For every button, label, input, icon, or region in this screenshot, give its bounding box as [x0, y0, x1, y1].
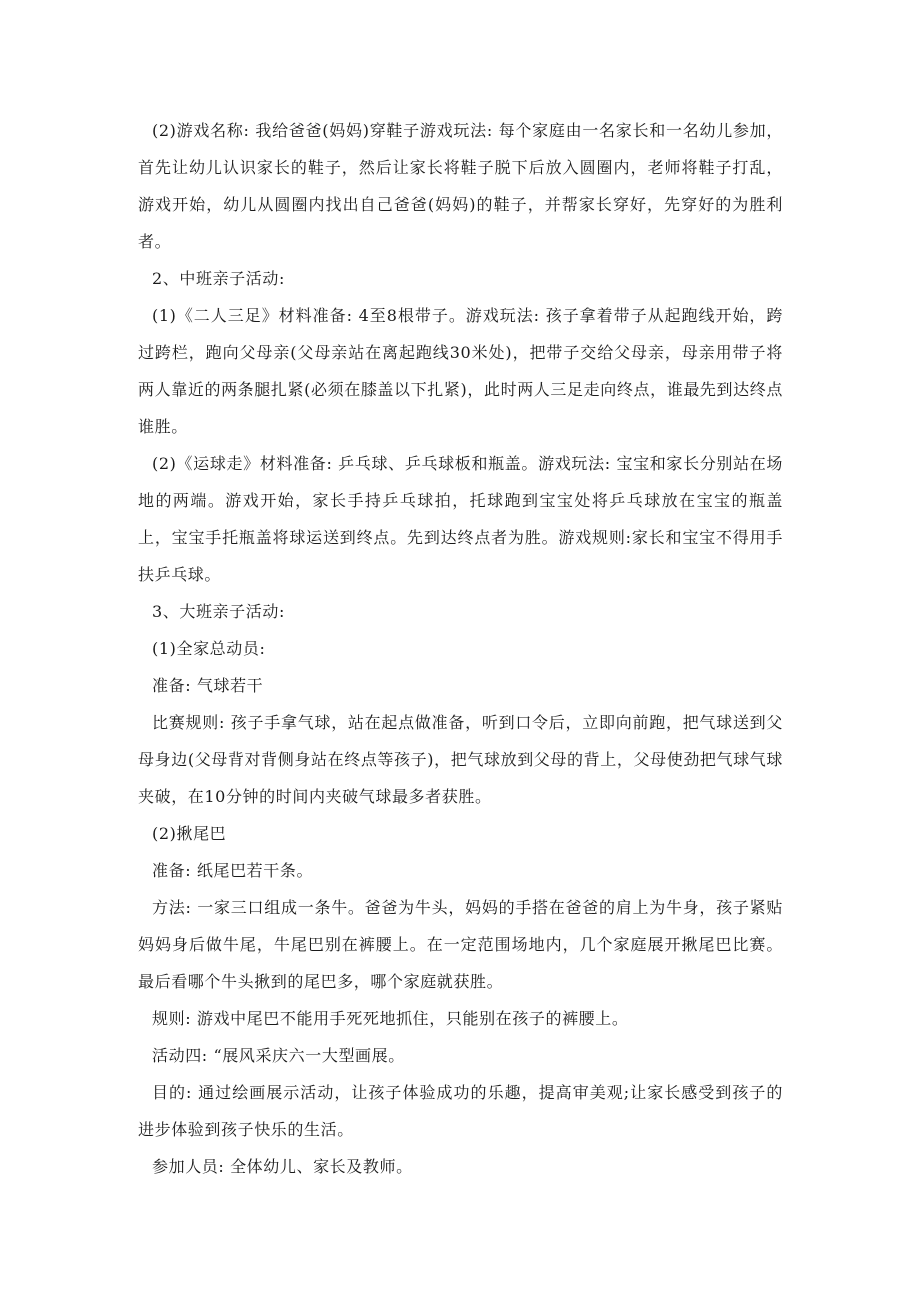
subheading-tail-grab: (2)揪尾巴: [152, 824, 227, 843]
paragraph-prep-balloons: 准备: 气球若干: [152, 676, 264, 695]
paragraph-tail-method: 方法: 一家三口组成一条牛。爸爸为牛头，妈妈的手搭在爸爸的肩上为牛身，孩子紧贴妈妈身后做牛尾，牛尾巴别在裤腰上。在一定范围场地内，几个家庭展开揪尾巴比赛。最后看哪个牛头揪到的尾巴多，哪个家庭就获胜。: [138, 898, 783, 991]
subheading-family-mobilization: (1)全家总动员:: [152, 639, 266, 658]
paragraph-three-legs: (1)《二人三足》材料准备: 4至8根带子。游戏玩法: 孩子拿着带子从起跑线开始，跨过跨栏，跑向父母亲(父母亲站在离起跑线30米处)，把带子交给父母亲，母亲用带子将两人靠近的两条腿扎紧(必须在膝盖以下扎紧)，此时两人三足走向终点，谁最先到达终点谁胜。: [138, 306, 783, 436]
paragraph-game-shoes: (2)游戏名称: 我给爸爸(妈妈)穿鞋子游戏玩法: 每个家庭由一名家长和一名幼儿参加，首先让幼儿认识家长的鞋子，然后让家长将鞋子脱下后放入圆圈内，老师将鞋子打乱，游戏开始，幼儿从圆圈内找出自己爸爸(妈妈)的鞋子，并帮家长穿好，先穿好的为胜利者。: [138, 121, 783, 251]
paragraph-balloon-rules: 比赛规则: 孩子手拿气球，站在起点做准备，听到口令后，立即向前跑，把气球送到父母身边(父母背对背侧身站在终点等孩子)，把气球放到父母的背上，父母使劲把气球气球夹破，在10分钟的时间内夹破气球最多者获胜。: [138, 713, 783, 806]
paragraph-purpose: 目的: 通过绘画展示活动，让孩子体验成功的乐趣，提高审美观;让家长感受到孩子的进步体验到孩子快乐的生活。: [138, 1083, 783, 1139]
heading-senior-class: 3、大班亲子活动:: [152, 602, 285, 621]
heading-activity-four: 活动四: “展风采庆六一大型画展。: [152, 1046, 405, 1065]
paragraph-carry-ball: (2)《运球走》材料准备: 乒乓球、乒乓球板和瓶盖。游戏玩法: 宝宝和家长分别站在场地的两端。游戏开始，家长手持乒乓球拍，托球跑到宝宝处将乒乓球放在宝宝的瓶盖上，宝宝手托瓶盖将球运送到终点。先到达终点者为胜。游戏规则:家长和宝宝不得用手扶乒乓球。: [138, 454, 783, 584]
document-body: [138, 112, 783, 1185]
paragraph-prep-tails: 准备: 纸尾巴若干条。: [152, 861, 314, 880]
heading-middle-class: 2、中班亲子活动:: [152, 269, 285, 288]
paragraph-tail-rules: 规则: 游戏中尾巴不能用手死死地抓住，只能别在孩子的裤腰上。: [152, 1009, 629, 1028]
paragraph-participants: 参加人员: 全体幼儿、家长及教师。: [152, 1157, 413, 1176]
